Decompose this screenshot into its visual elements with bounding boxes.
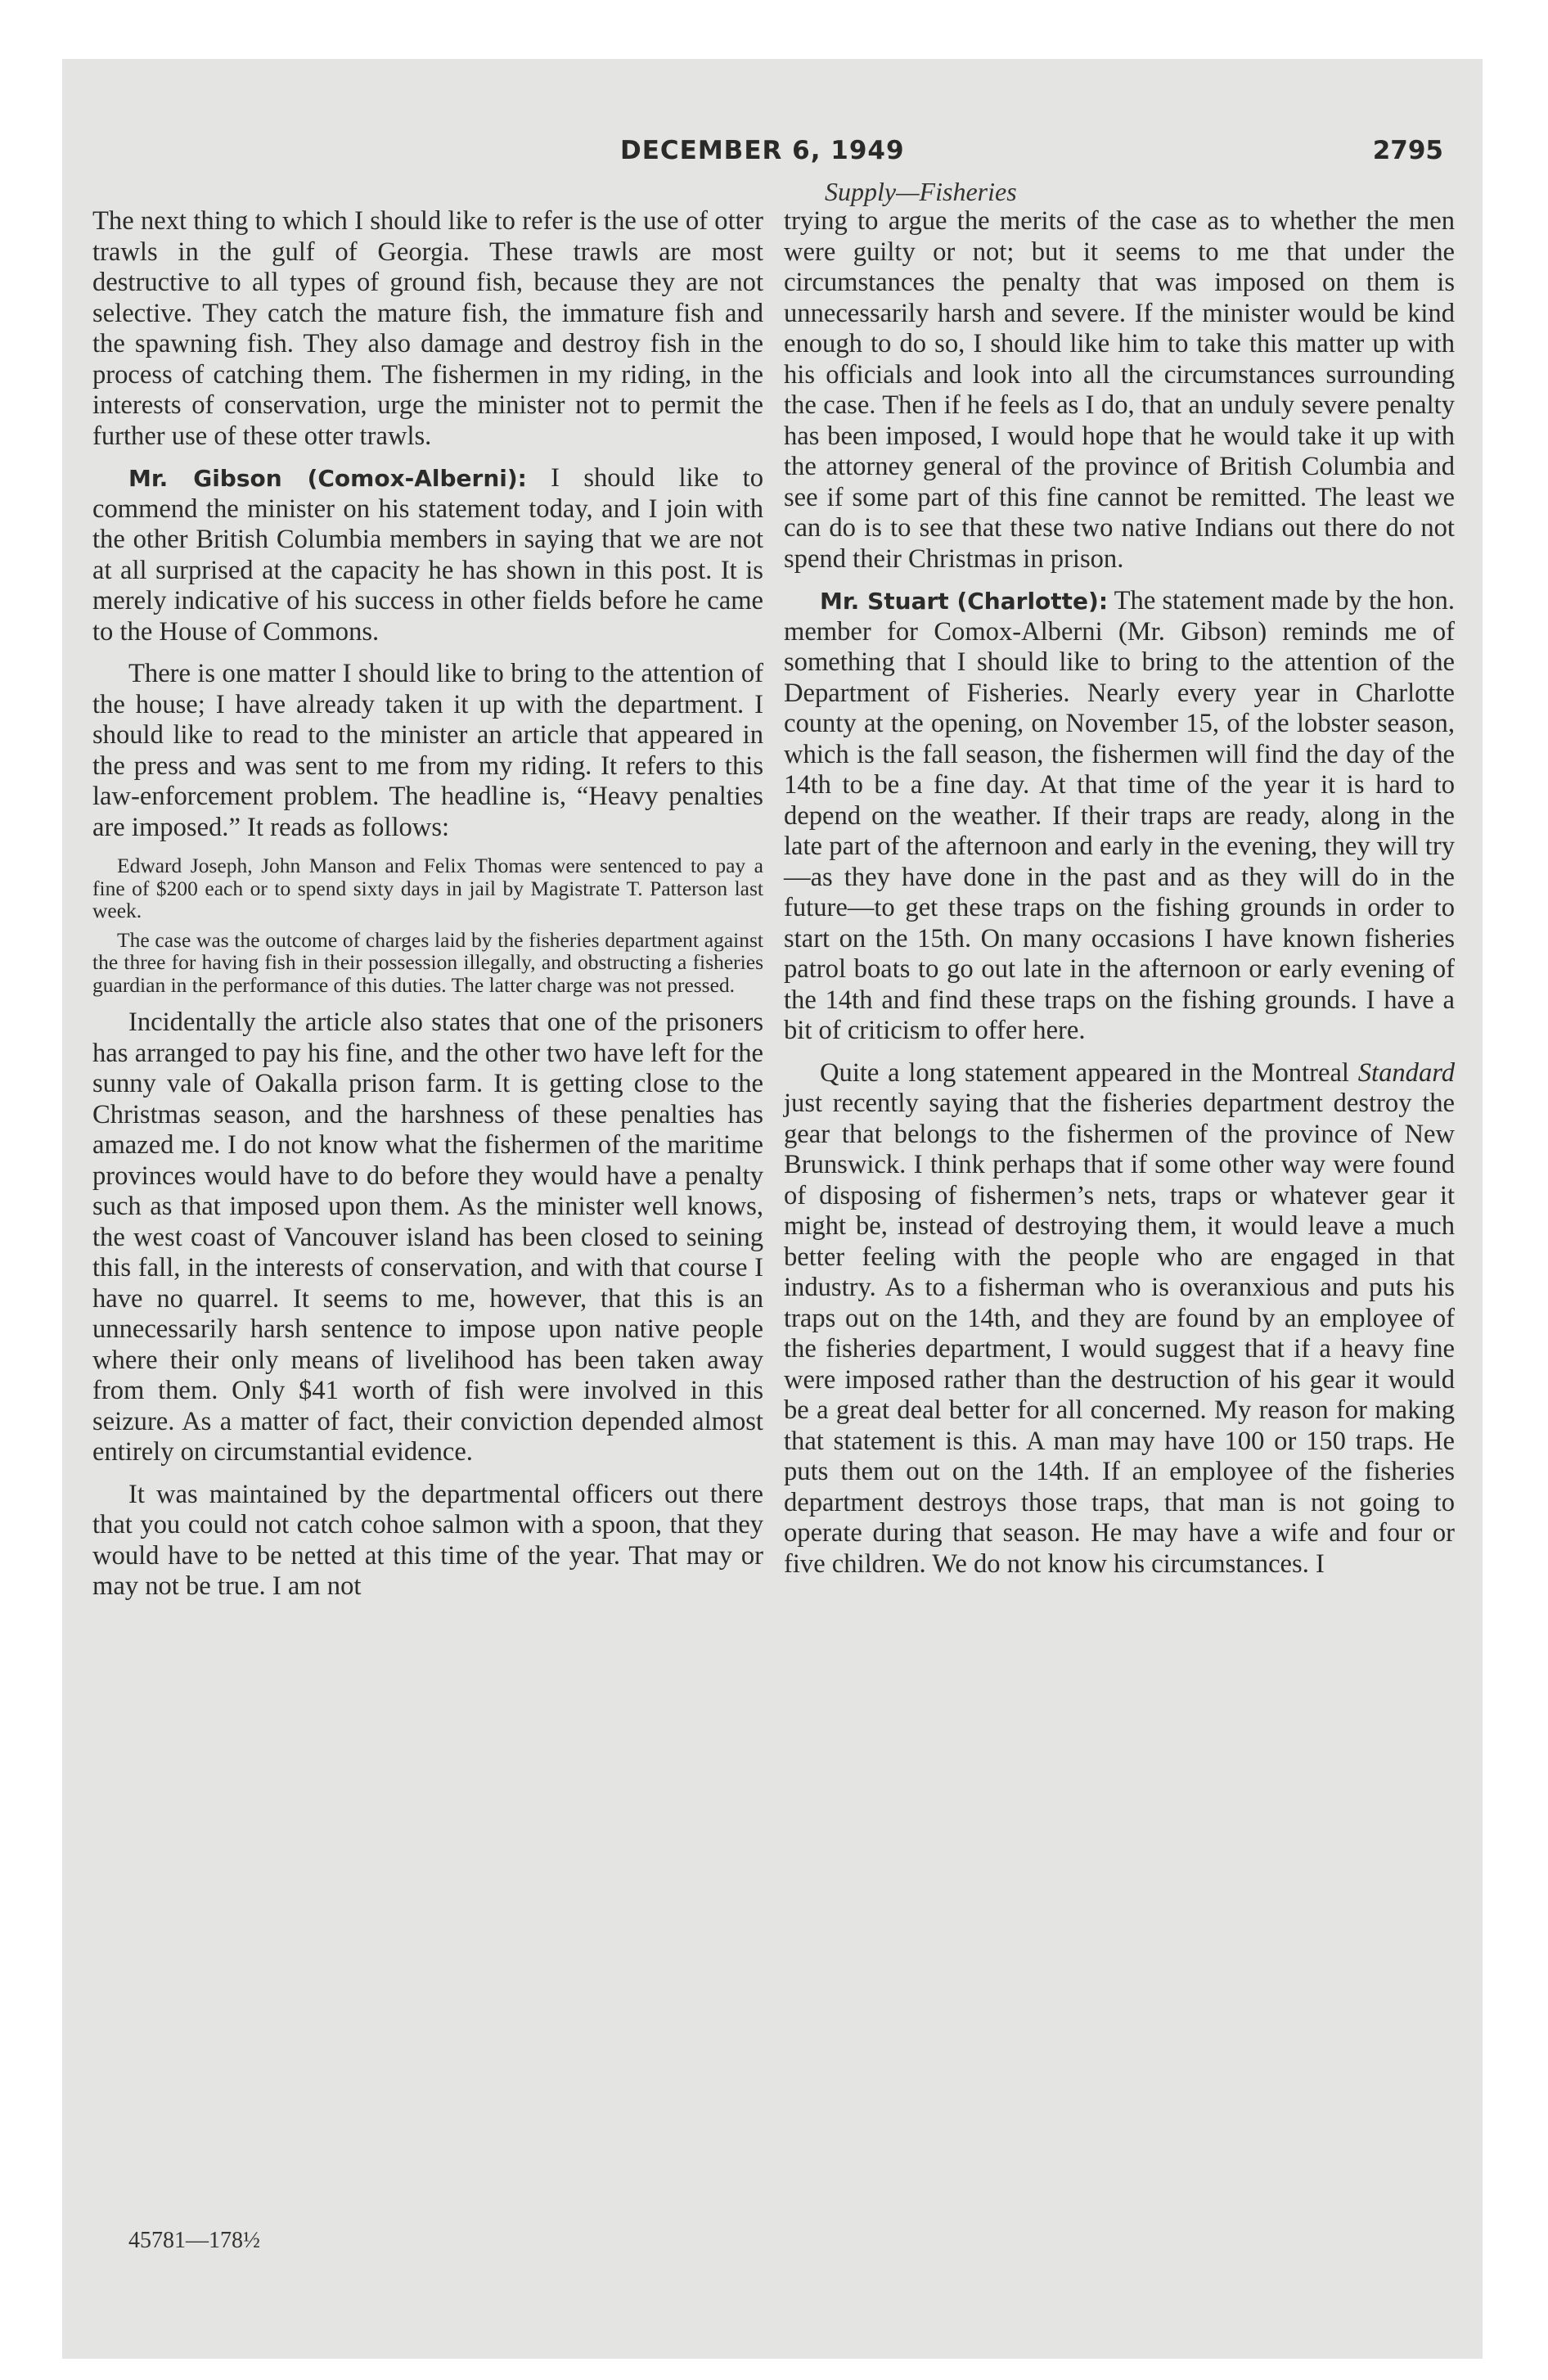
left-column bbox=[92, 206, 763, 1614]
left-paragraph-5: It was maintained by the departmental officers out there that you could not catch cohoe salmon with a spoon, that they would have to be netted at this time of the year. That may or may not be true. I am not bbox=[92, 1479, 763, 1601]
right-paragraph-stuart bbox=[784, 586, 1455, 1047]
section-heading: Supply—Fisheries bbox=[825, 177, 1017, 206]
speech-text: I should like to commend the minister on his statement today, and I join with the other British Columbia members in saying that we are not at all surprised at the capacity he has shown in this post. It is merely indicative of his success in other fields before he came to the House of Commons. bbox=[92, 463, 763, 647]
press-quote bbox=[92, 854, 763, 996]
right-paragraph-1: trying to argue the merits of the case as to whether the men were guilty or not; but it seems to me that under the circumstances the penalty that was imposed on them is unnecessarily harsh and severe. If the minister would be kind enough to do so, I should like him to take this matter up with his officials and look into all the circumstances surrounding the case. Then if he feels as I do, that an unduly severe penalty has been imposed, I would hope that he would take it up with the attorney general of the province of British Columbia and see if some part of this fine cannot be remitted. The least we can do is to see that these two native Indians out there do not spend their Christmas in prison. bbox=[784, 206, 1455, 574]
right-paragraph-3 bbox=[784, 1058, 1455, 1580]
quote-paragraph-2: The case was the outcome of charges laid by the fisheries department against the three for having fish in their possession illegally, and obstructing a fisheries guardian in the performance of this duties. The latter charge was not pressed. bbox=[92, 927, 763, 997]
text-run: Quite a long statement appeared in the Montreal bbox=[820, 1057, 1358, 1088]
running-head-date: DECEMBER 6, 1949 bbox=[620, 136, 905, 165]
print-code: 45781—178½ bbox=[128, 2228, 260, 2253]
page-number: 2795 bbox=[1372, 136, 1443, 165]
left-paragraph-3: There is one matter I should like to bring to the attention of the house; I have already taken it up with the department. I should like to read to the minister an article that appeared in the press and was sent to me from my riding. It refers to this law-enforcement problem. The headline is, “Heavy penalties are imposed.” It reads as follows: bbox=[92, 659, 763, 842]
left-paragraph-4: Incidentally the article also states that one of the prisoners has arranged to pay his fine, and the other two have left for the sunny vale of Oakalla prison farm. It is getting close to the Christmas season, and the harshness of these penalties has amazed me. I do not know what the fishermen of the maritime provinces would have to do before they would have a penalty such as that imposed upon them. As the minister well knows, the west coast of Vancouver island has been closed to seining this fall, in the interests of conservation, and with that course I have no quarrel. It seems to me, however, that this is an unnecessarily harsh sentence to impose upon native people where their only means of livelihood has been taken away from them. Only $41 worth of fish were involved in this seizure. As a matter of fact, their conviction depended almost entirely on circumstantial evidence. bbox=[92, 1007, 763, 1467]
speaker-name: Mr. Stuart (Charlotte): bbox=[820, 588, 1109, 615]
text-run: just recently saying that the fisheries department destroy the gear that belongs to the fishermen of the province of New Brunswick. I think perhaps that if some other way were found of disposing of fishermen’s nets, traps or whatever gear it might be, instead of destroying them, it would leave a much better feeling with the people who are engaged in that industry. As to a fisherman who is overanxious and puts his traps out on the 14th, and they are found by an employee of the fisheries department, I would suggest that if a heavy fine were imposed rather than the destruction of his gear it would be a great deal better for all concerned. My reason for making that statement is this. A man may have 100 or 150 traps. He puts them out on the 14th. If an employee of the fisheries department destroys those traps, that man is not going to operate during that season. He may have a wife and four or five children. We do not know his circumstances. I bbox=[784, 1089, 1455, 1579]
quote-paragraph-1: Edward Joseph, John Manson and Felix Thomas were sentenced to pay a fine of $200 each or to spend sixty days in jail by Magistrate T. Patterson last week. bbox=[92, 854, 763, 922]
speech-text: The statement made by the hon. member for Comox-Alberni (Mr. Gibson) reminds me of something that I should like to bring to the attention of the Department of Fisheries. Nearly every year in Charlotte county at the opening, on November 15, of the lobster season, which is the fall season, the fishermen will find the day of the 14th to be a fine day. At that time of the year it is hard to depend on the weather. If their traps are ready, along in the late part of the afternoon and early in the evening, they will try—as they have done in the past and as they will do in the future—to get these traps on the fishing grounds in order to start on the 15th. On many occasions I have known fisheries patrol boats to go out late in the afternoon or early evening of the 14th and find these traps on the fishing grounds. I have a bit of criticism to offer here. bbox=[784, 586, 1455, 1045]
speaker-name: Mr. Gibson (Comox-Alberni): bbox=[128, 465, 527, 492]
newspaper-title: Standard bbox=[1357, 1057, 1455, 1088]
left-paragraph-1: The next thing to which I should like to refer is the use of otter trawls in the gulf of Georgia. These trawls are most destructive to all types of ground fish, because they are not selective. They catch the mature fish, the immature fish and the spawning fish. They also damage and destroy fish in the process of catching them. The fishermen in my riding, in the interests of conservation, urge the minister not to permit the further use of these otter trawls. bbox=[92, 206, 763, 451]
right-column bbox=[784, 206, 1455, 1591]
left-paragraph-gibson bbox=[92, 463, 763, 647]
